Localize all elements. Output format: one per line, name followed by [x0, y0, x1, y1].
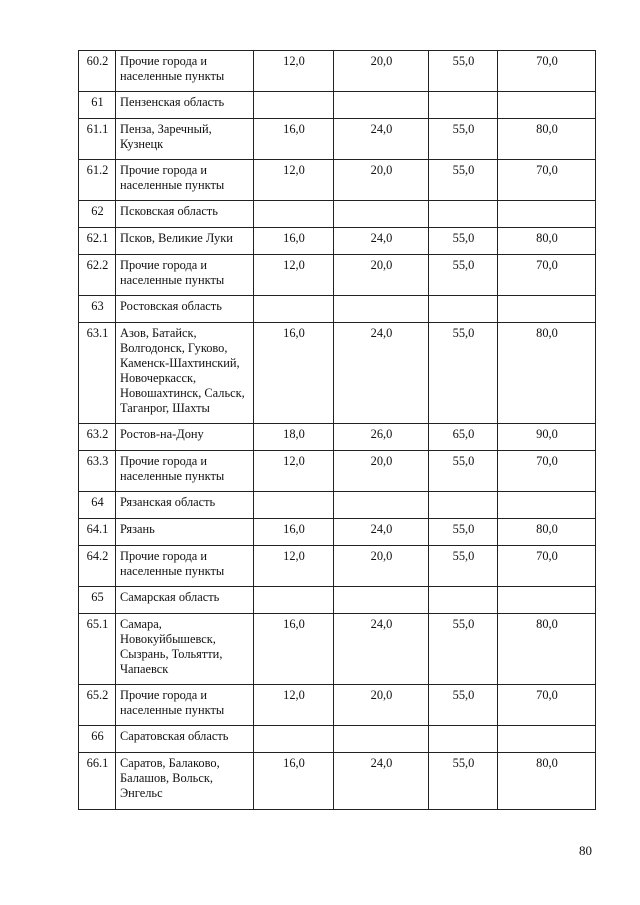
table-row: [79, 519, 596, 546]
value-cell-1: 12,0: [254, 685, 334, 726]
value-cell-3: 55,0: [429, 451, 498, 492]
value-cell-2: [334, 726, 429, 753]
value-cell-1: [254, 201, 334, 228]
row-number: 60.2: [79, 51, 116, 92]
value-cell-2: [334, 92, 429, 119]
value-cell-1: 12,0: [254, 451, 334, 492]
row-number: 62.1: [79, 228, 116, 255]
table-row: [79, 92, 596, 119]
row-number: 63.2: [79, 424, 116, 451]
value-cell-3: 55,0: [429, 228, 498, 255]
row-name: Прочие города и населенные пункты: [120, 163, 225, 192]
value-cell-2: 20,0: [334, 160, 429, 201]
value-cell-1: 16,0: [254, 119, 334, 160]
value-cell-1: [254, 492, 334, 519]
value-cell-3: [429, 492, 498, 519]
value-cell-1: 16,0: [254, 753, 334, 810]
value-cell-1: [254, 92, 334, 119]
table-row: [79, 753, 596, 810]
table-row: [79, 323, 596, 424]
value-cell-3: [429, 92, 498, 119]
value-cell-3: 55,0: [429, 51, 498, 92]
value-cell-4: 70,0: [498, 451, 596, 492]
value-cell-4: 80,0: [498, 228, 596, 255]
value-cell-4: 70,0: [498, 255, 596, 296]
row-name: Псков, Великие Луки: [120, 231, 233, 245]
value-cell-3: 55,0: [429, 119, 498, 160]
row-name: Рязань: [120, 522, 155, 536]
row-name-cell: [116, 587, 254, 614]
row-name: Самарская область: [120, 590, 220, 604]
row-name-cell: [116, 726, 254, 753]
value-cell-2: 20,0: [334, 451, 429, 492]
table-row: [79, 587, 596, 614]
value-cell-4: 70,0: [498, 685, 596, 726]
value-cell-2: [334, 587, 429, 614]
value-cell-4: 90,0: [498, 424, 596, 451]
row-number: 66.1: [79, 753, 116, 810]
value-cell-3: 55,0: [429, 519, 498, 546]
row-name-cell: [116, 546, 254, 587]
row-name: Прочие города и населенные пункты: [120, 688, 225, 717]
value-cell-4: [498, 726, 596, 753]
value-cell-2: 24,0: [334, 119, 429, 160]
value-cell-1: 16,0: [254, 614, 334, 685]
table-row: [79, 160, 596, 201]
row-name-cell: [116, 519, 254, 546]
value-cell-2: [334, 296, 429, 323]
value-cell-1: 12,0: [254, 160, 334, 201]
row-number: 64.2: [79, 546, 116, 587]
value-cell-1: 16,0: [254, 323, 334, 424]
row-name: Ростовская область: [120, 299, 222, 313]
value-cell-4: [498, 587, 596, 614]
row-number: 65.2: [79, 685, 116, 726]
row-number: 65.1: [79, 614, 116, 685]
table-row: [79, 614, 596, 685]
value-cell-4: 80,0: [498, 519, 596, 546]
row-name-cell: [116, 119, 254, 160]
table-row: [79, 685, 596, 726]
row-name-cell: [116, 228, 254, 255]
value-cell-4: 70,0: [498, 160, 596, 201]
value-cell-1: 12,0: [254, 255, 334, 296]
row-name: Азов, Батайск, Волгодонск, Гуково, Каменск-Шахтинский, Новочеркасск, Новошахтинск, Сальск, Таганрог, Шахты: [120, 326, 245, 415]
row-name: Пенза, Заречный, Кузнецк: [120, 122, 212, 151]
row-name-cell: [116, 51, 254, 92]
row-number: 63: [79, 296, 116, 323]
value-cell-3: 55,0: [429, 323, 498, 424]
value-cell-4: 80,0: [498, 753, 596, 810]
value-cell-4: 70,0: [498, 546, 596, 587]
row-name-cell: [116, 201, 254, 228]
row-name: Саратовская область: [120, 729, 229, 743]
value-cell-3: 65,0: [429, 424, 498, 451]
value-cell-1: 12,0: [254, 546, 334, 587]
value-cell-3: [429, 201, 498, 228]
value-cell-4: [498, 492, 596, 519]
value-cell-2: 20,0: [334, 546, 429, 587]
row-name: Псковская область: [120, 204, 218, 218]
row-number: 66: [79, 726, 116, 753]
value-cell-2: 24,0: [334, 323, 429, 424]
row-name: Рязанская область: [120, 495, 216, 509]
row-name-cell: [116, 614, 254, 685]
row-name: Прочие города и населенные пункты: [120, 549, 225, 578]
value-cell-1: [254, 726, 334, 753]
row-number: 61.2: [79, 160, 116, 201]
value-cell-3: 55,0: [429, 614, 498, 685]
row-name: Самара, Новокуйбышевск, Сызрань, Тольятти, Чапаевск: [120, 617, 223, 676]
value-cell-2: [334, 201, 429, 228]
row-number: 65: [79, 587, 116, 614]
value-cell-4: 80,0: [498, 614, 596, 685]
row-number: 62: [79, 201, 116, 228]
value-cell-1: 18,0: [254, 424, 334, 451]
row-number: 64.1: [79, 519, 116, 546]
row-name-cell: [116, 753, 254, 810]
value-cell-1: [254, 296, 334, 323]
value-cell-1: [254, 587, 334, 614]
row-name-cell: [116, 92, 254, 119]
value-cell-3: 55,0: [429, 753, 498, 810]
value-cell-2: 20,0: [334, 255, 429, 296]
tariff-table: [78, 50, 596, 810]
value-cell-2: 26,0: [334, 424, 429, 451]
table-row: [79, 255, 596, 296]
value-cell-4: [498, 201, 596, 228]
row-name: Ростов-на-Дону: [120, 427, 204, 441]
row-name-cell: [116, 451, 254, 492]
table-row: [79, 546, 596, 587]
table-row: [79, 726, 596, 753]
row-name: Прочие города и населенные пункты: [120, 54, 225, 83]
row-number: 64: [79, 492, 116, 519]
value-cell-2: [334, 492, 429, 519]
value-cell-1: 16,0: [254, 228, 334, 255]
row-number: 61.1: [79, 119, 116, 160]
value-cell-3: 55,0: [429, 160, 498, 201]
table-row: [79, 228, 596, 255]
value-cell-1: 12,0: [254, 51, 334, 92]
value-cell-3: [429, 726, 498, 753]
value-cell-4: [498, 92, 596, 119]
row-name-cell: [116, 296, 254, 323]
value-cell-2: 20,0: [334, 51, 429, 92]
page-number: 80: [579, 843, 592, 858]
value-cell-3: 55,0: [429, 255, 498, 296]
row-name-cell: [116, 255, 254, 296]
row-name-cell: [116, 160, 254, 201]
table-row: [79, 51, 596, 92]
value-cell-4: 80,0: [498, 119, 596, 160]
value-cell-3: 55,0: [429, 685, 498, 726]
value-cell-2: 24,0: [334, 753, 429, 810]
table-row: [79, 201, 596, 228]
row-number: 63.1: [79, 323, 116, 424]
value-cell-2: 20,0: [334, 685, 429, 726]
row-number: 62.2: [79, 255, 116, 296]
table-body: [79, 51, 596, 810]
value-cell-2: 24,0: [334, 614, 429, 685]
row-number: 61: [79, 92, 116, 119]
value-cell-3: 55,0: [429, 546, 498, 587]
value-cell-4: 80,0: [498, 323, 596, 424]
row-name-cell: [116, 492, 254, 519]
table-row: [79, 119, 596, 160]
row-name-cell: [116, 685, 254, 726]
value-cell-3: [429, 296, 498, 323]
row-name-cell: [116, 424, 254, 451]
row-name: Саратов, Балаково, Балашов, Вольск, Энгельс: [120, 756, 220, 800]
row-name: Прочие города и населенные пункты: [120, 454, 225, 483]
table-row: [79, 492, 596, 519]
row-name: Пензенская область: [120, 95, 225, 109]
value-cell-1: 16,0: [254, 519, 334, 546]
row-number: 63.3: [79, 451, 116, 492]
value-cell-3: [429, 587, 498, 614]
value-cell-2: 24,0: [334, 228, 429, 255]
table-row: [79, 424, 596, 451]
value-cell-4: 70,0: [498, 51, 596, 92]
value-cell-4: [498, 296, 596, 323]
table-row: [79, 451, 596, 492]
row-name-cell: [116, 323, 254, 424]
table-row: [79, 296, 596, 323]
row-name: Прочие города и населенные пункты: [120, 258, 225, 287]
value-cell-2: 24,0: [334, 519, 429, 546]
